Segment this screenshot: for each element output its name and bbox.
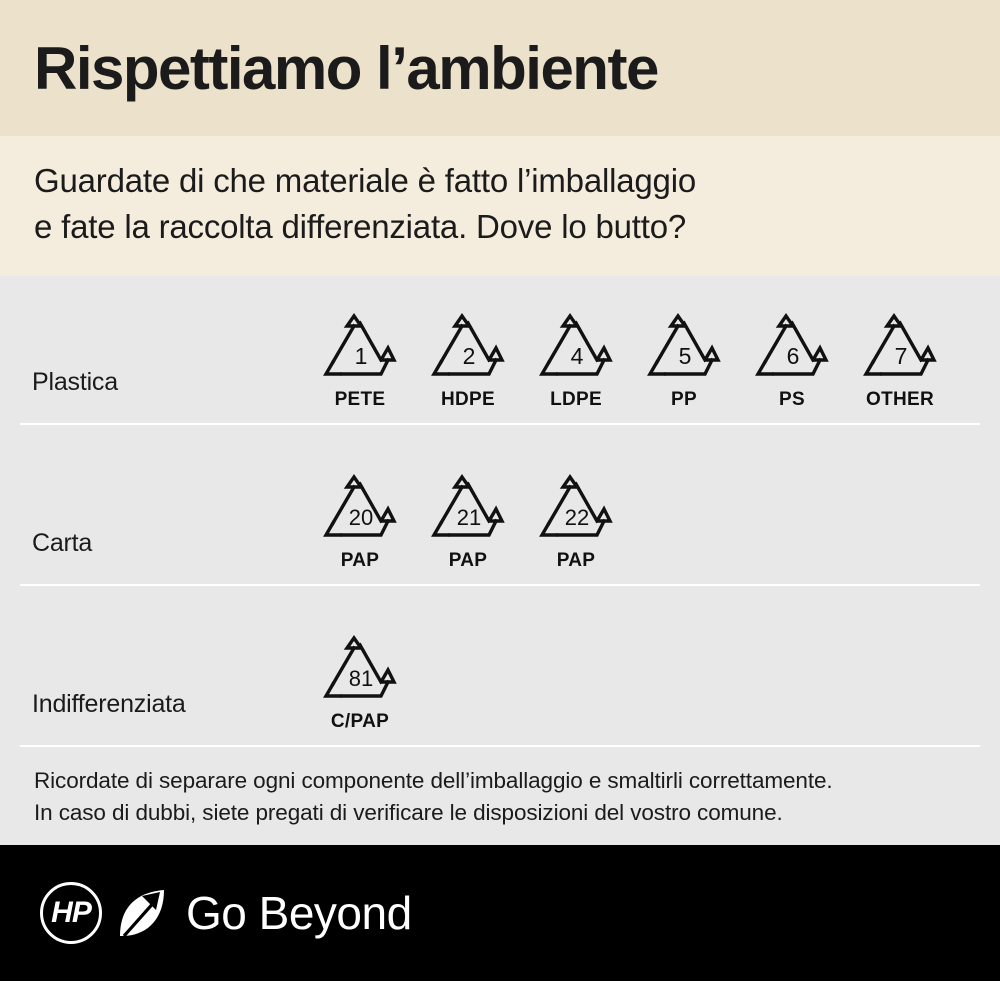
hp-logo-icon [40, 882, 102, 944]
category-row-carta [20, 425, 980, 586]
category-rows [0, 276, 1000, 747]
symbol-code: PS [779, 389, 805, 410]
recycling-symbol [522, 312, 630, 411]
category-row-plastica [20, 276, 980, 425]
recycling-symbol [414, 473, 522, 572]
symbol-code: HDPE [441, 389, 495, 410]
disposal-note [0, 747, 1000, 845]
recycling-triangle-icon [316, 312, 404, 386]
recycling-triangle-icon [424, 473, 512, 547]
symbol-number: 1 [354, 343, 368, 369]
symbol-number: 22 [564, 505, 590, 530]
symbol-number: 81 [348, 666, 374, 691]
subheader-line-2: e fate la raccolta differenziata. Dove lo butto? [34, 207, 687, 245]
symbol-number: 21 [456, 505, 482, 530]
recycling-triangle-icon [640, 312, 728, 386]
footer-tagline: Go Beyond [186, 887, 412, 939]
symbol-number: 2 [462, 343, 476, 369]
symbol-code: OTHER [866, 389, 934, 410]
recycling-triangle-icon [532, 312, 620, 386]
leaf-arrow-icon [116, 886, 168, 940]
subheader-line-1: Guardate di che materiale è fatto l’imballaggio [34, 162, 696, 199]
recycling-triangle-icon [748, 312, 836, 386]
recycling-triangle-icon [424, 312, 512, 386]
symbol-code: PETE [334, 389, 386, 410]
category-label: Plastica [32, 368, 118, 396]
category-label: Indifferenziata [32, 690, 186, 718]
recycling-symbol [846, 312, 954, 411]
recycling-triangle-icon [532, 473, 620, 547]
recycling-symbol [738, 312, 846, 411]
recycling-triangle-icon [316, 634, 404, 708]
symbol-number: 20 [348, 505, 374, 530]
note-line-1: Ricordate di separare ogni componente dell’imballaggio e smaltirli correttamente. [34, 768, 833, 793]
page-title: Rispettiamo l’ambiente [34, 34, 658, 102]
symbol-code: PP [671, 389, 697, 410]
symbol-number: 5 [678, 343, 692, 369]
symbol-code: PAP [556, 550, 596, 571]
symbol-group-plastica [306, 312, 954, 423]
recycling-symbol [414, 312, 522, 411]
symbol-code: LDPE [550, 389, 602, 410]
symbol-code: PAP [340, 550, 380, 571]
category-row-indifferenziata [20, 586, 980, 747]
symbol-code: PAP [448, 550, 488, 571]
recycling-triangle-icon [856, 312, 944, 386]
recycling-symbol [306, 634, 414, 733]
recycling-symbol [630, 312, 738, 411]
footer-band [0, 845, 1000, 981]
symbol-number: 6 [786, 343, 800, 369]
category-label: Carta [32, 529, 93, 557]
recycling-symbol [306, 312, 414, 411]
symbol-number: 7 [894, 343, 908, 369]
symbol-group-indifferenziata [306, 634, 414, 745]
symbol-group-carta [306, 473, 630, 584]
hp-logo-text: HP [51, 896, 91, 929]
recycling-symbol [522, 473, 630, 572]
symbol-code: C/PAP [330, 711, 390, 732]
header-band [0, 0, 1000, 136]
symbol-number: 4 [570, 343, 584, 369]
subheader-band [0, 136, 1000, 276]
note-line-2: In caso di dubbi, siete pregati di verificare le disposizioni del vostro comune. [34, 799, 783, 825]
recycling-triangle-icon [316, 473, 404, 547]
recycling-symbol [306, 473, 414, 572]
